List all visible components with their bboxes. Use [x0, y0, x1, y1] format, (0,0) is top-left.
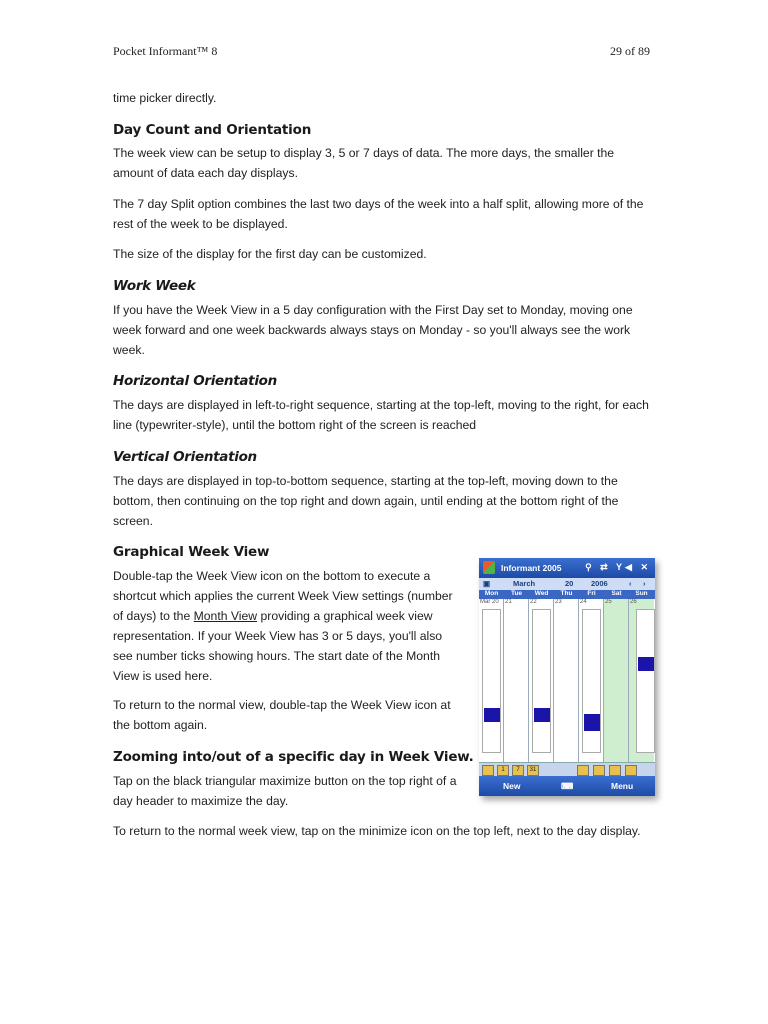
- week-view-icon[interactable]: 7: [512, 765, 524, 776]
- event-block: [534, 708, 550, 722]
- day-header-row: [479, 590, 655, 599]
- softkey-menu[interactable]: Menu: [611, 781, 634, 791]
- keyboard-icon[interactable]: ⌨: [561, 781, 574, 791]
- windows-flag-icon: [483, 561, 495, 574]
- calendar-nav-icon: ▣: [483, 579, 491, 588]
- graphical-p1: Double-tap the Week View icon on the bottom to execute a shortcut which applies the current Week View settings (number of days) to the Month View providing a graphical week view representation. If your Week View has 3 or 5 days, you'll also see number ticks showing hours. The start date of the Month View is used here.: [113, 569, 453, 683]
- day-column: 23: [554, 599, 579, 762]
- heading-work-week: Work Week: [113, 278, 196, 294]
- day-header: Thu: [560, 590, 573, 597]
- month-view-icon[interactable]: 31: [527, 765, 539, 776]
- softkey-new[interactable]: New: [503, 781, 521, 791]
- day-header: Mon: [484, 590, 499, 597]
- work-week-p1: If you have the Week View in a 5 day configuration with the First Day set to Monday, moving one week forward and one week backwards always stays on Monday - so you'll always see the work week.: [113, 303, 633, 357]
- date-navigation-bar: [479, 578, 655, 590]
- heading-day-count: Day Count and Orientation: [113, 122, 312, 138]
- week-view-screenshot: [479, 558, 655, 796]
- month-view-link[interactable]: Month View: [193, 609, 258, 623]
- day-column: 25: [604, 599, 629, 762]
- zooming-p2: To return to the normal week view, tap on the minimize icon on the top left, next to the day display.: [113, 824, 641, 838]
- intro-text: time picker directly.: [113, 91, 217, 105]
- day-count-p3: The size of the display for the first day can be customized.: [113, 247, 427, 261]
- heading-horizontal: Horizontal Orientation: [113, 373, 277, 389]
- notes-icon[interactable]: [577, 765, 589, 776]
- contacts-icon[interactable]: [609, 765, 621, 776]
- next-arrow-icon: ›: [643, 579, 646, 588]
- event-block: [484, 708, 500, 722]
- event-block: [638, 657, 654, 671]
- day-count-p2: The 7 day Split option combines the last two days of the week into a half split, allowing more of the rest of the week to be displayed.: [113, 197, 644, 231]
- day-label: 20: [565, 579, 574, 588]
- horizontal-p1: The days are displayed in left-to-right sequence, starting at the top-left, moving to the right, for each line (typewriter-style), until the bottom right of the screen is reached: [113, 398, 649, 432]
- day-column: 22: [529, 599, 554, 762]
- heading-zooming: Zooming into/out of a specific day in Week View.: [113, 749, 474, 765]
- today-icon[interactable]: [482, 765, 494, 776]
- softkey-bar: [479, 776, 655, 796]
- year-label: 2006: [591, 579, 608, 588]
- day-column: Mar 20: [479, 599, 504, 762]
- settings-icon[interactable]: [625, 765, 637, 776]
- device-toolbar: [479, 762, 655, 777]
- device-app-title: Informant 2005: [501, 563, 562, 573]
- day-column: 26: [629, 599, 654, 762]
- day-header: Sat: [611, 590, 622, 597]
- page-header-left: Pocket Informant™ 8: [113, 44, 218, 58]
- day-header: Fri: [587, 590, 596, 597]
- day-view-icon[interactable]: 1: [497, 765, 509, 776]
- graphical-p2: To return to the normal view, double-tap the Week View icon at the bottom again.: [113, 698, 451, 732]
- device-title-bar: [479, 558, 655, 578]
- day-header: Tue: [510, 590, 523, 597]
- prev-arrow-icon: ‹: [629, 579, 632, 588]
- day-header: Sun: [635, 590, 648, 597]
- day-header: Wed: [534, 590, 549, 597]
- status-icons: ⚲ ⇄ Y◀ ✕: [585, 562, 651, 572]
- heading-graphical: Graphical Week View: [113, 544, 270, 560]
- day-count-p1: The week view can be setup to display 3, 5 or 7 days of data. The more days, the smaller the amount of data each day displays.: [113, 146, 615, 180]
- event-block: [584, 714, 600, 731]
- zooming-p1: Tap on the black triangular maximize button on the top right of a day header to maximize the day.: [113, 774, 457, 808]
- vertical-p1: The days are displayed in top-to-bottom sequence, starting at the top-left, moving down to the bottom, then continuing on the top right and down again, until ending at the bottom right of the screen.: [113, 474, 619, 528]
- heading-vertical: Vertical Orientation: [113, 449, 257, 465]
- tasks-icon[interactable]: [593, 765, 605, 776]
- page-number: 29 of 89: [610, 44, 650, 58]
- day-column: 24: [579, 599, 604, 762]
- day-column: 21: [504, 599, 529, 762]
- month-label: March: [513, 579, 536, 588]
